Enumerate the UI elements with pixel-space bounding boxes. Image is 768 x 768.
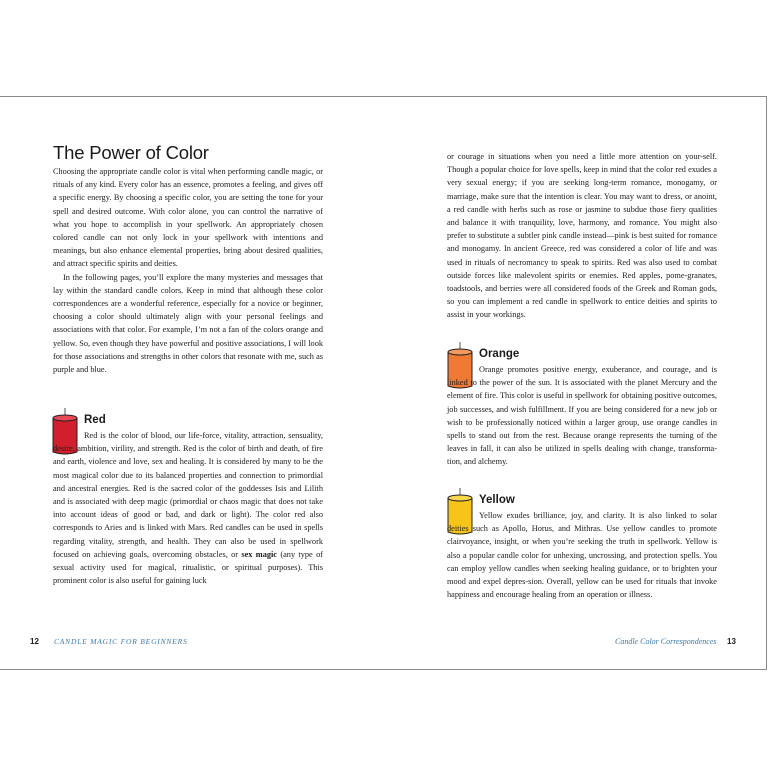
red-continued-text: or courage in situations when you need a little more attention on your-self. Though a popular choice for love spells, keep in mind that the color red exudes a very sexual energy; if you are seeking long-term romance, monogamy, or marriage, make sure that the intention is clear. You may want to dress, or anoint, a red candle with herbs such as rose or jasmine to subdue those fiery qualities and balance it with tranquility, love, harmony, and romance. You might also prefer to substitute a subtler pink candle instead—pink is best suited for romance and monogamy. In ancient Greece, red was considered a color of life and was used in rituals of necromancy to speak to spirits. Red was also used to combat outside forces like malevolent spirits or enemies. Red apples, pome-granates, toadstools, and berries were all considered foods of the Greek and Roman gods, so you can implement a red candle in spellwork to entice deities and spirits to assist in your workings. (447, 152, 717, 320)
left-page-number: 12 (30, 637, 39, 646)
yellow-heading: Yellow (479, 494, 515, 506)
orange-section (447, 363, 717, 469)
red-text-a: Red is the color of blood, our life-force, vitality, attraction, sensuality, desire, ambition, virility, and strength. Red is the color of birth and death, of fire and earth, violence and love, sex and healing. It is considered by many to be the most magical color due to its balanced properties and connection to primordial and ancestral energies. Red is the sacred color of the goddesses Isis and Lilith and is associated with deep magic (primordial or chaos magic that does not take into account ideas of good or bad, and dark or light). The color red also corresponds to Aries and is linked with Mars. Red candles can be used in spells regarding vitality, strength, and health. They can also be used in spellwork focused on achieving goals, overcoming obstacles, or (53, 431, 323, 559)
red-continued (447, 150, 717, 322)
right-running-head: Candle Color Correspondences (615, 637, 717, 646)
red-section (53, 429, 323, 587)
red-heading: Red (84, 414, 106, 426)
page-title: The Power of Color (53, 142, 209, 163)
intro-paragraph-2: In the following pages, you’ll explore the many mysteries and messages that lay within the standard candle colors. Keep in mind that although these color correspondences are a wonderful reference, especially for a novice or beginner, choosing a color should ultimately align with your personal feelings and associations with that color. For example, I’m not a fan of the colors orange and yellow. So, even though they have powerful and positive associations, I will look for those associations and strengths in other colors that resonate with me, such as purple and blue. (53, 272, 323, 375)
yellow-section (447, 509, 717, 601)
intro-paragraph-1: Choosing the appropriate candle color is vital when performing candle magic, or rituals of any kind. Every color has an essence, promotes a feeling, and gives off a specific energy. By choosing a specific color, you are setting the tone for your spell and desired outcome. With color alone, you can control the narrative of what you hope to accomplish in your spellwork. An appropriately chosen colored candle can not only lock in your spellwork with intentions and meanings, but also enhance elemental properties, bring about desired qualities, and attract specific spirits and deities. (53, 167, 323, 269)
left-column (53, 165, 323, 376)
left-running-head: CANDLE MAGIC FOR BEGINNERS (54, 637, 188, 646)
orange-heading: Orange (479, 348, 520, 360)
yellow-text: Yellow exudes brilliance, joy, and clarity. It is also linked to solar deities such as Apollo, Horus, and Mithras. Use yellow candles to promote clairvoyance, insight, or when you’re seeking the truth in spellwork. Yellow is also a popular candle color for unhexing, uncrossing, and protection spells. You can employ yellow candles when seeking healing guidance, or to brighten your mood and expel depres-sion. Overall, yellow can be used for rituals that invoke happiness and encourage healing from an operation or illness. (447, 511, 717, 600)
right-page-number: 13 (727, 637, 736, 646)
red-term: sex magic (241, 549, 277, 559)
red-text-b: (any type of sexual activity used for magical, ritualistic, or spiritual purposes). This prominent color is also useful for gaining luck (53, 549, 323, 586)
orange-text: Orange promotes positive energy, exuberance, and courage, and is linked to the power of the sun. It is associated with the planet Mercury and the element of fire. This color is useful in spellwork for obtaining positive outcomes, job successes, and wish fulfillment. If you are being considered for a new job or wish to be professionally noticed within a larger group, use orange candles in spells to stand out from the rest. Because orange represents the turning of the leaves in fall, it can also be utilized in spells dealing with change, transforma-tion, and alchemy. (447, 365, 717, 467)
